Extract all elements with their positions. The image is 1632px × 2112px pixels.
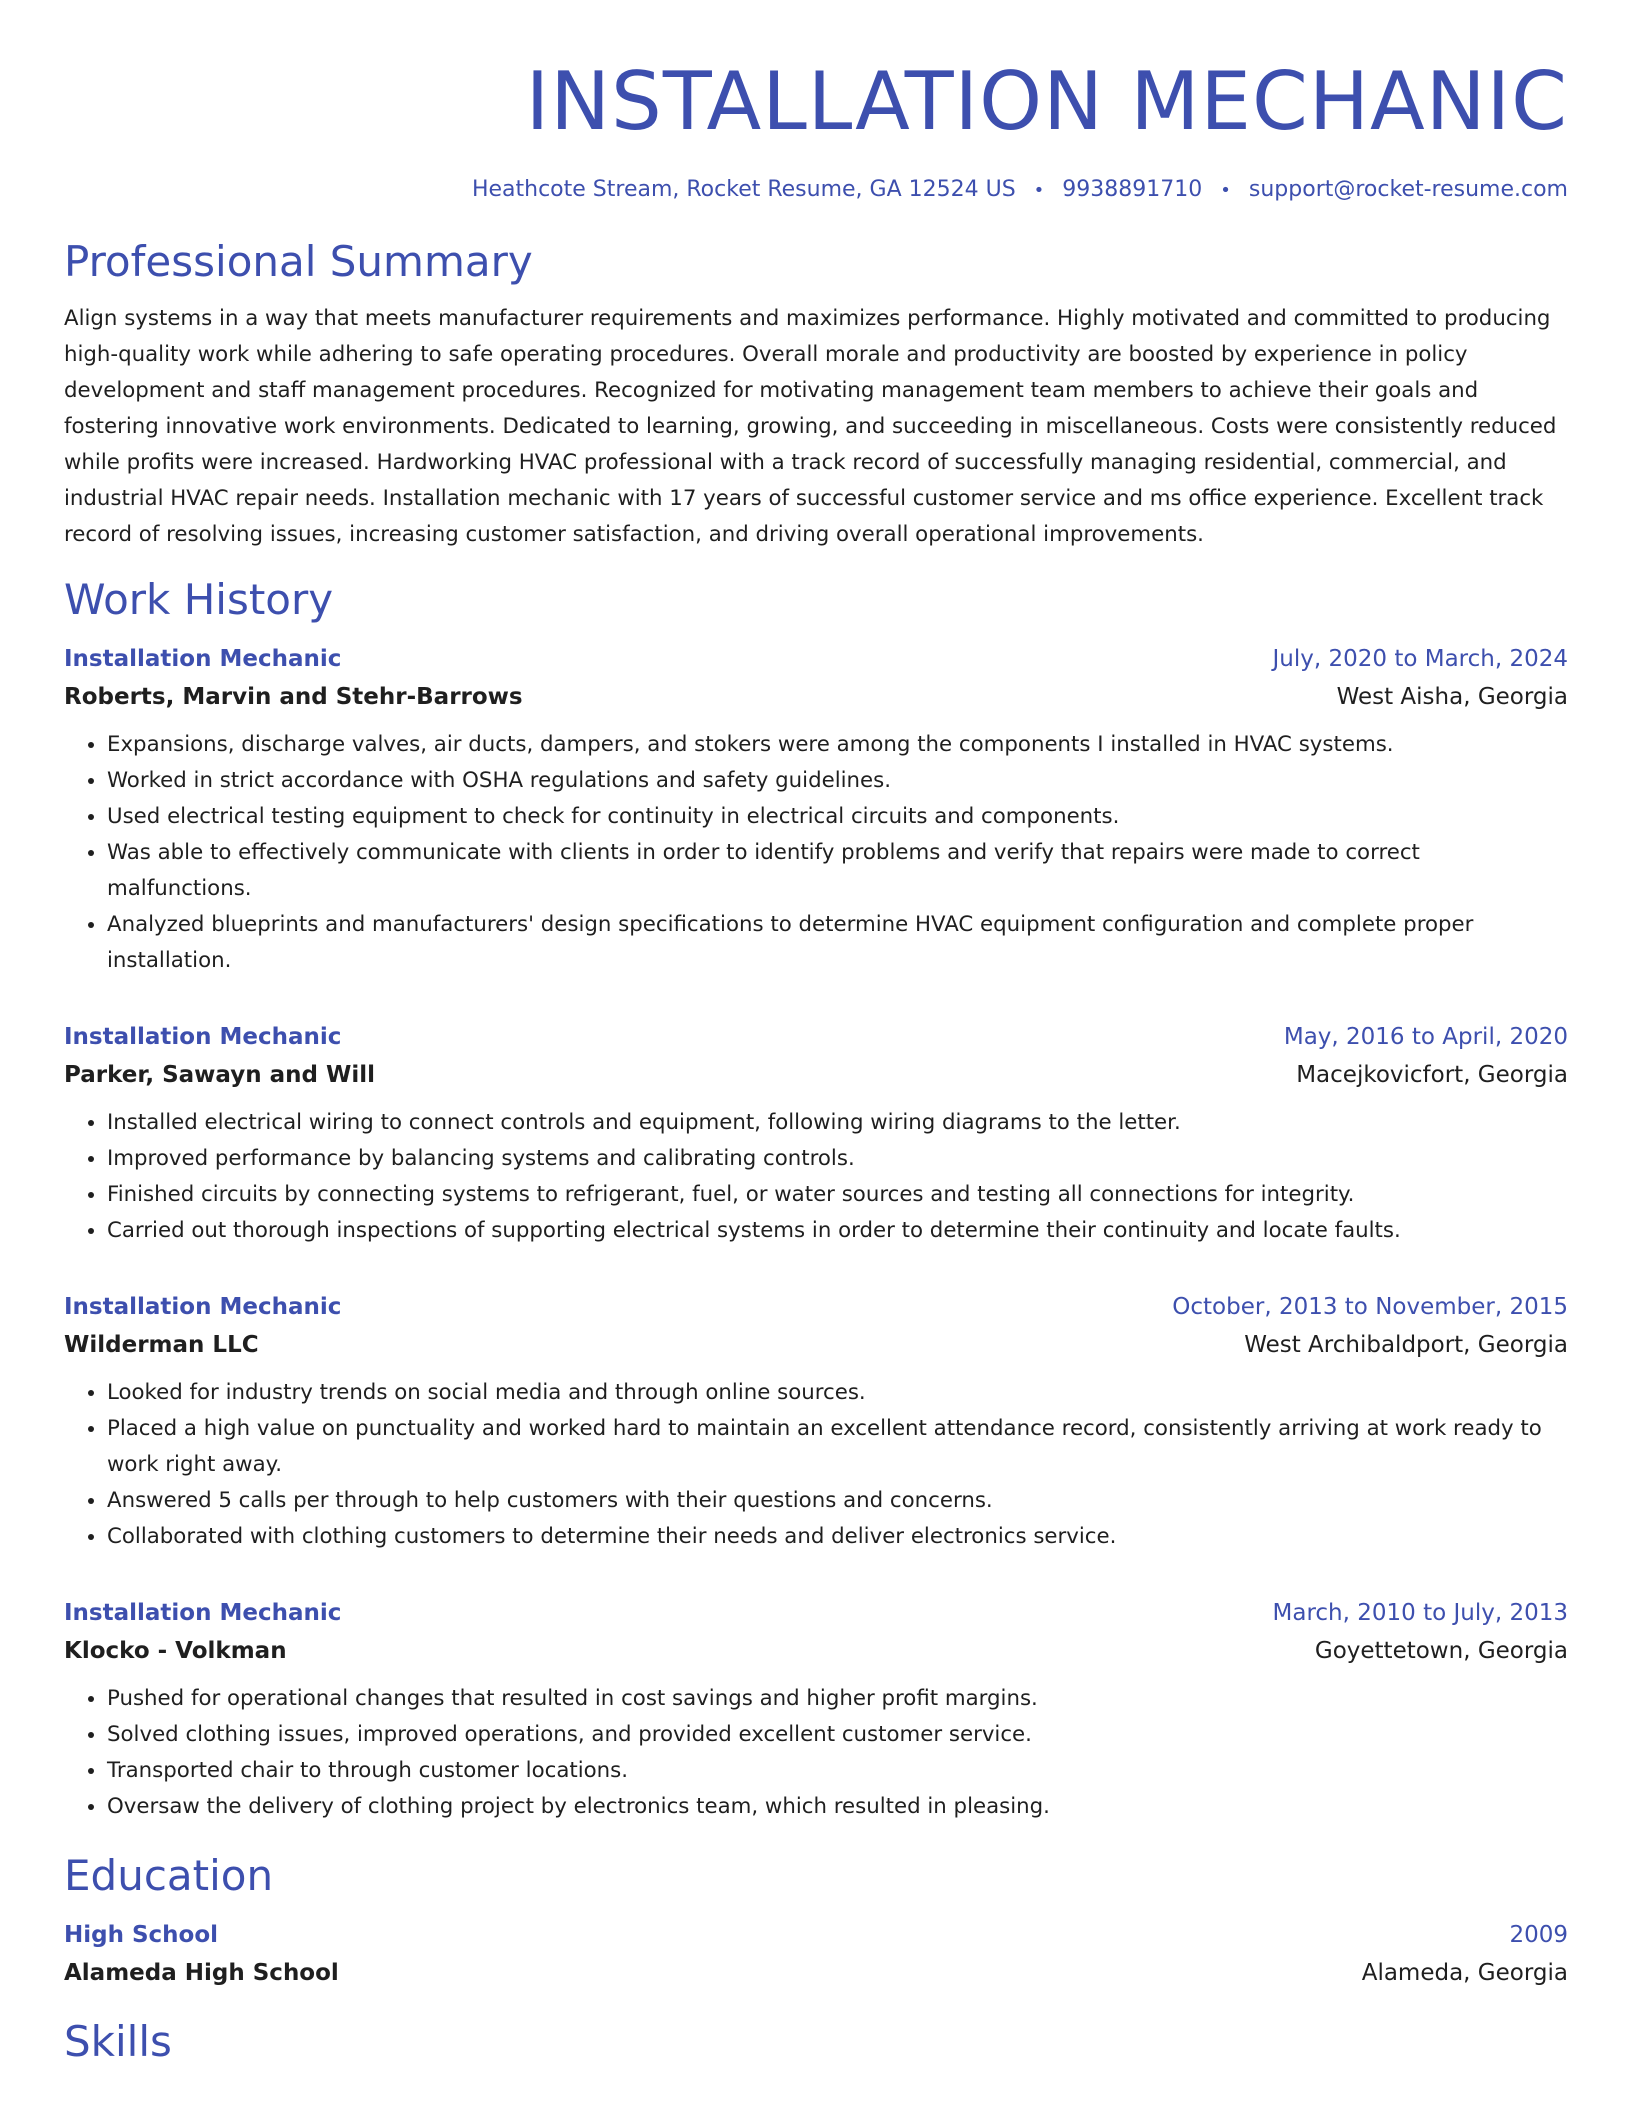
contact-email: support@rocket-resume.com <box>1248 177 1568 202</box>
job-location: Macejkovicfort, Georgia <box>1296 1062 1568 1088</box>
job-title: Installation Mechanic <box>64 646 342 672</box>
job-bullet: • Expansions, discharge valves, air ducts, dampers, and stokers were among the components I installed in HVAC systems. <box>107 727 1568 763</box>
job-title: Installation Mechanic <box>64 1024 342 1050</box>
job-company: Parker, Sawayn and Will <box>64 1062 375 1088</box>
job-bullets <box>64 727 1568 979</box>
job-dates: March, 2010 to July, 2013 <box>1272 1600 1568 1626</box>
job-bullet: • Collaborated with clothing customers to determine their needs and deliver electronics service. <box>107 1519 1568 1555</box>
job-entry <box>64 1595 1568 1825</box>
job-entry <box>64 1289 1568 1555</box>
job-company: Wilderman LLC <box>64 1332 259 1358</box>
job-company: Roberts, Marvin and Stehr-Barrows <box>64 684 523 710</box>
job-bullet: • Looked for industry trends on social media and through online sources. <box>107 1375 1568 1411</box>
job-bullet: • Was able to effectively communicate with clients in order to identify problems and verify that repairs were made to correct malfunctions. <box>107 835 1568 907</box>
job-bullets <box>64 1375 1568 1555</box>
job-company: Klocko - Volkman <box>64 1638 287 1664</box>
job-bullet: • Used electrical testing equipment to check for continuity in electrical circuits and components. <box>107 799 1568 835</box>
job-location: West Aisha, Georgia <box>1336 684 1568 710</box>
job-bullet: • Answered 5 calls per through to help customers with their questions and concerns. <box>107 1483 1568 1519</box>
contact-separator: • <box>1033 180 1045 201</box>
education-entry <box>64 1917 1568 1993</box>
summary-heading: Professional Summary <box>64 237 533 286</box>
resume-header <box>64 50 1568 207</box>
job-dates: October, 2013 to November, 2015 <box>1172 1294 1568 1320</box>
education-heading: Education <box>64 1851 274 1900</box>
job-bullet: • Placed a high value on punctuality and worked hard to maintain an excellent attendance record, consistently arriving at work ready to work right away. <box>107 1411 1568 1483</box>
job-entry <box>64 1019 1568 1249</box>
job-bullet: • Analyzed blueprints and manufacturers' design specifications to determine HVAC equipment configuration and complete proper installation. <box>107 907 1568 979</box>
contact-address: Heathcote Stream, Rocket Resume, GA 12524 US <box>471 177 1016 202</box>
job-bullet: • Transported chair to through customer locations. <box>107 1753 1568 1789</box>
job-bullet: • Finished circuits by connecting systems to refrigerant, fuel, or water sources and testing all connections for integrity. <box>107 1177 1568 1213</box>
job-dates: May, 2016 to April, 2020 <box>1283 1024 1568 1050</box>
job-title: Installation Mechanic <box>64 1600 342 1626</box>
education-school: Alameda High School <box>64 1960 339 1986</box>
education-degree: High School <box>64 1922 219 1948</box>
skills-heading: Skills <box>64 2017 172 2066</box>
job-bullet: • Pushed for operational changes that resulted in cost savings and higher profit margins. <box>107 1681 1568 1717</box>
job-bullets <box>64 1105 1568 1249</box>
candidate-name: INSTALLATION MECHANIC <box>525 55 1568 148</box>
contact-phone: 9938891710 <box>1062 177 1203 202</box>
job-bullet: • Solved clothing issues, improved operations, and provided excellent customer service. <box>107 1717 1568 1753</box>
job-bullets <box>64 1681 1568 1825</box>
job-bullet: • Worked in strict accordance with OSHA regulations and safety guidelines. <box>107 763 1568 799</box>
education-location: Alameda, Georgia <box>1361 1960 1568 1986</box>
job-location: West Archibaldport, Georgia <box>1244 1332 1568 1358</box>
education-year: 2009 <box>1509 1922 1568 1948</box>
job-dates: July, 2020 to March, 2024 <box>1272 646 1568 672</box>
job-bullet: • Improved performance by balancing systems and calibrating controls. <box>107 1141 1568 1177</box>
job-bullet: • Carried out thorough inspections of supporting electrical systems in order to determine their continuity and locate faults. <box>107 1213 1568 1249</box>
summary-text: Align systems in a way that meets manufacturer requirements and maximizes performance. Highly motivated and committed to producing high-quality work while adhering to safe operating procedures. Overall morale and productivity are boosted by experience in policy development and staff management procedures. Recognized for motivating management team members to achieve their goals and fostering innovative work environments. Dedicated to learning, growing, and succeeding in miscellaneous. Costs were consistently reduced while profits were increased. Hardworking HVAC professional with a track record of successfully managing residential, commercial, and industrial HVAC repair needs. Installation mechanic with 17 years of successful customer service and ms office experience. Excellent track record of resolving issues, increasing customer satisfaction, and driving overall operational improvements. <box>64 306 1557 547</box>
job-title: Installation Mechanic <box>64 1294 342 1320</box>
work-history-heading: Work History <box>64 575 334 624</box>
job-entry <box>64 641 1568 979</box>
contact-line <box>64 174 1568 207</box>
job-location: Goyettetown, Georgia <box>1314 1638 1568 1664</box>
job-bullet: • Oversaw the delivery of clothing project by electronics team, which resulted in pleasing. <box>107 1789 1568 1825</box>
job-bullet: • Installed electrical wiring to connect controls and equipment, following wiring diagrams to the letter. <box>107 1105 1568 1141</box>
contact-separator: • <box>1220 180 1231 201</box>
